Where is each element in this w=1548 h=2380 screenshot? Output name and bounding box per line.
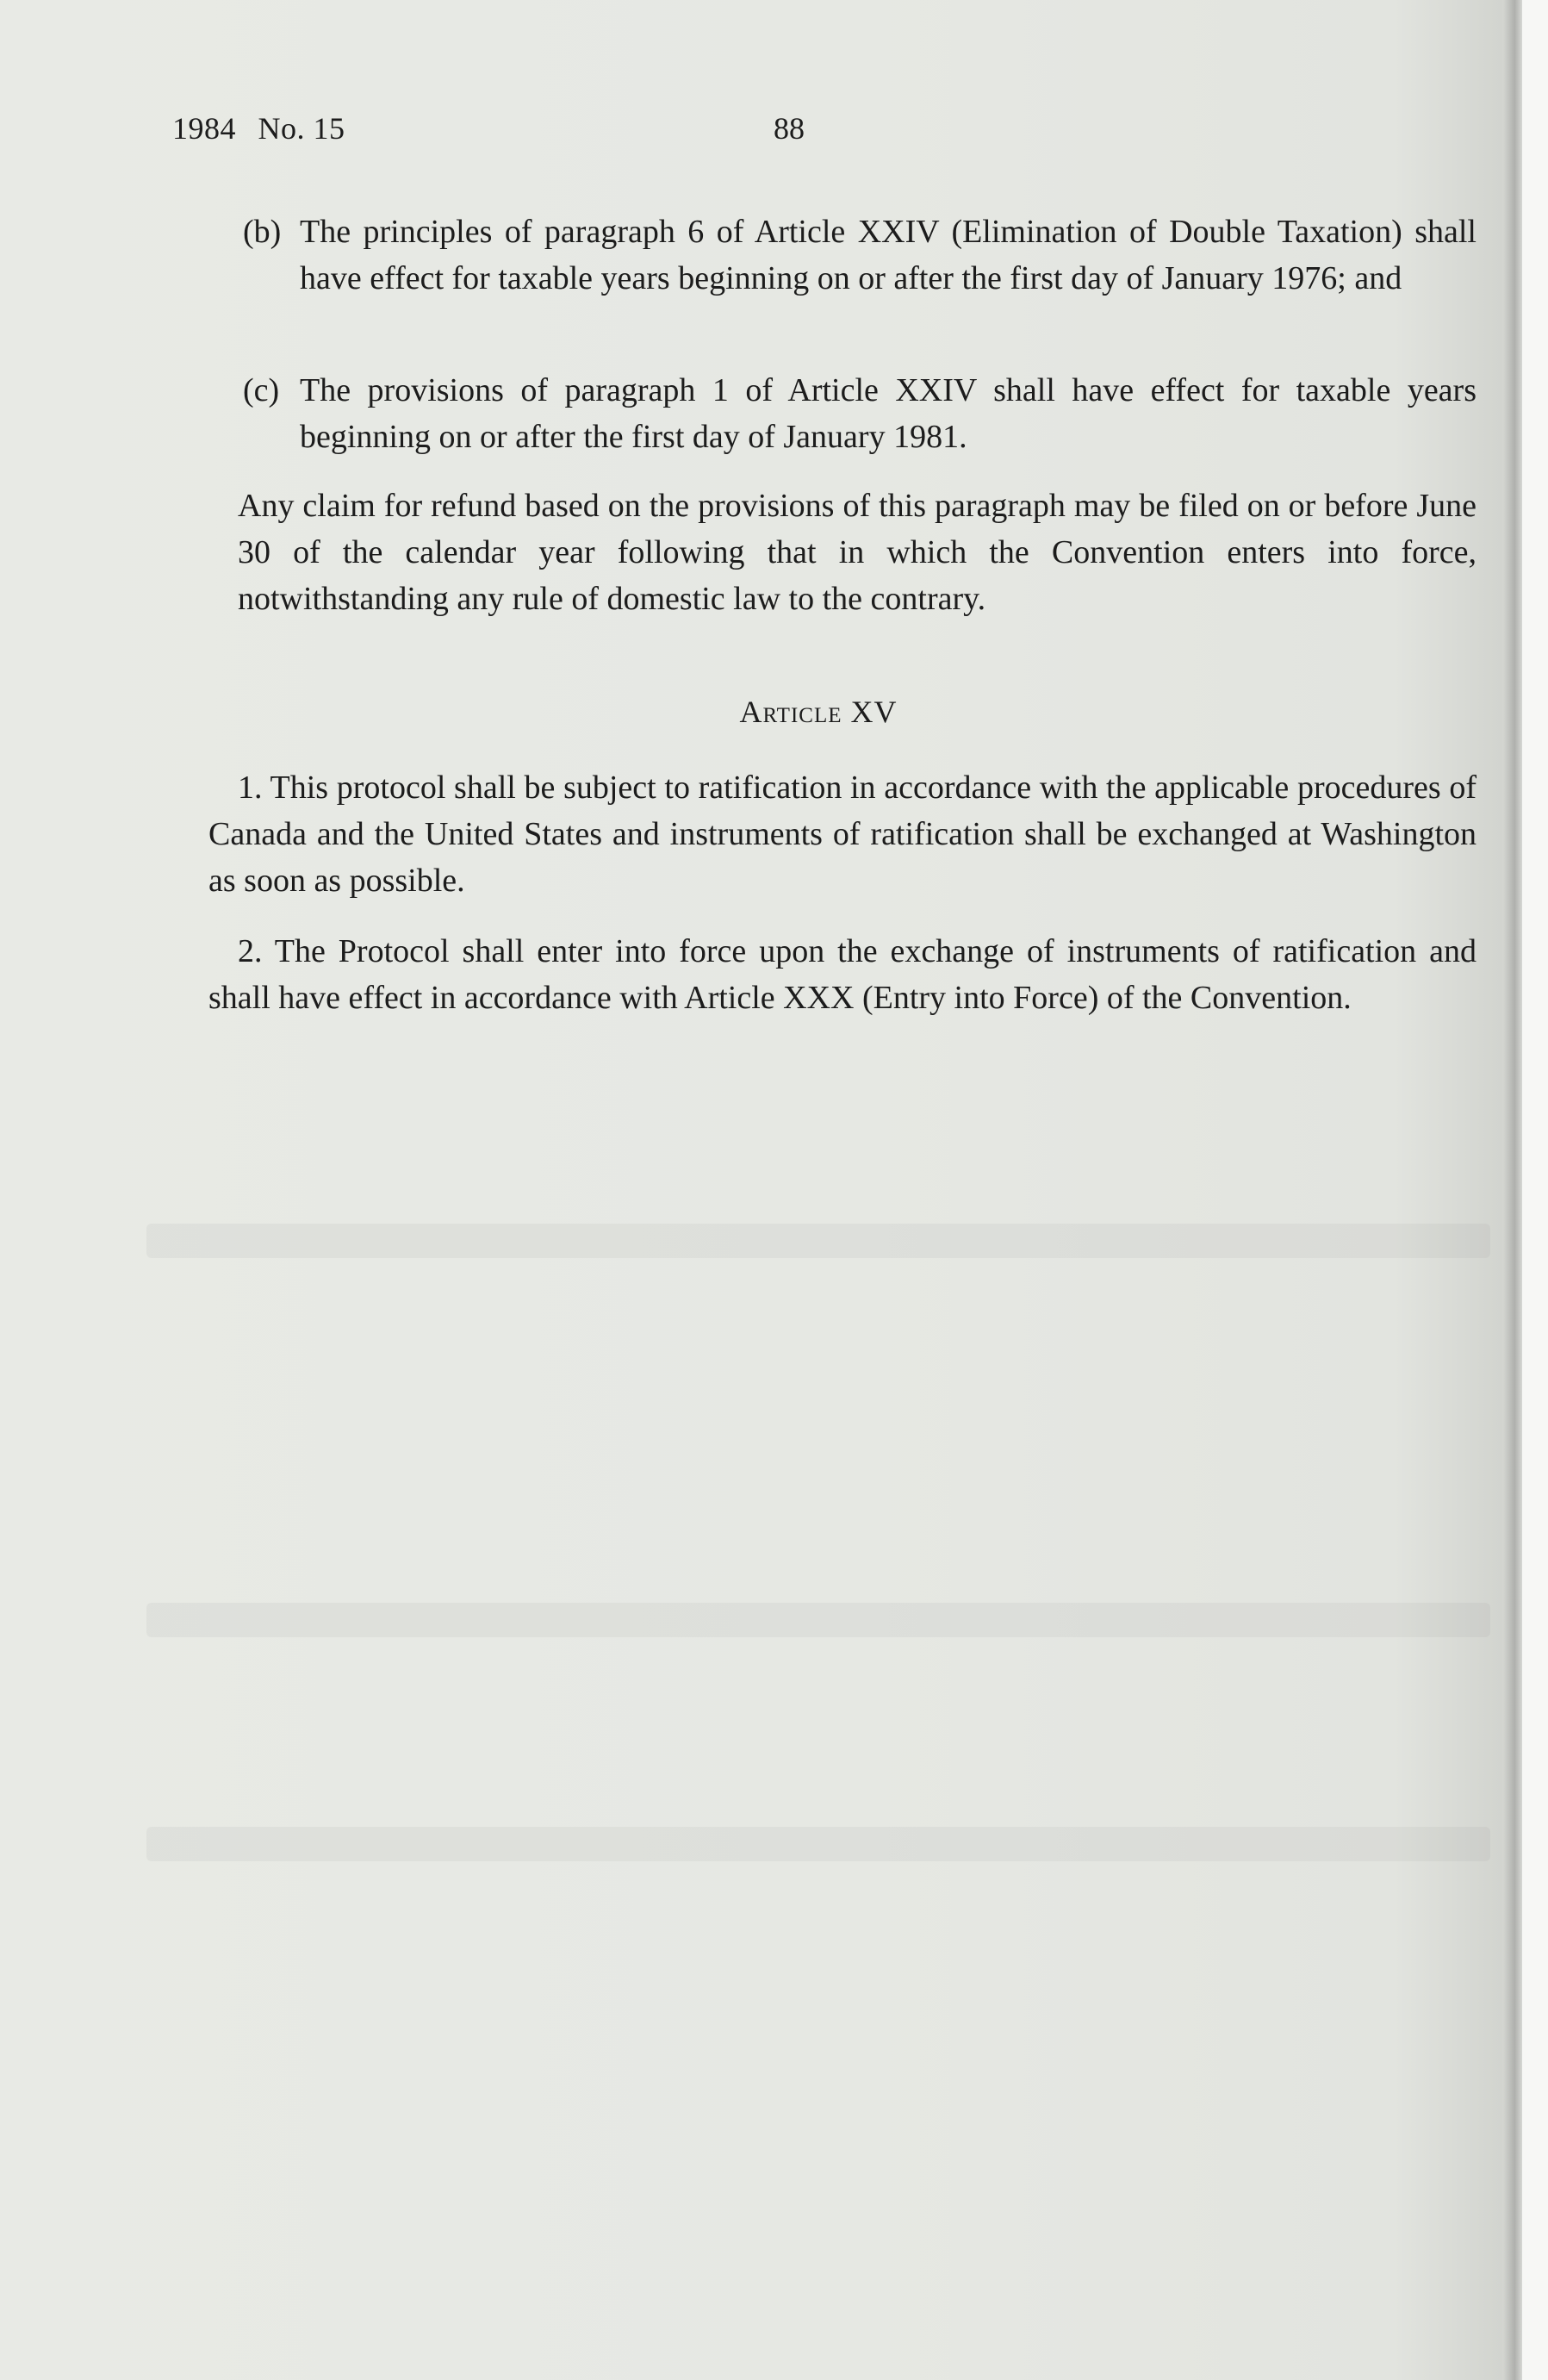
- clause-marker: (c): [243, 372, 280, 408]
- page-edge: [1522, 0, 1548, 2380]
- show-through-band: [146, 1827, 1490, 1861]
- clause-text: The provisions of paragraph 1 of Article XXIV shall have effect for taxable years beginning on or after the first day of January 1981.: [300, 372, 1477, 455]
- article-heading: Article XV: [739, 695, 898, 729]
- article-paragraph-1: 1. This protocol shall be subject to ratification in accordance with the applicable procedures of Canada and the United States and instruments of ratification shall be exchanged at Washington as soon as possible.: [208, 769, 1477, 899]
- clause-c: [243, 367, 1477, 460]
- page-number: 88: [774, 111, 805, 146]
- page-header: [172, 110, 345, 146]
- header-number: No. 15: [258, 111, 345, 146]
- binding-shadow: [1503, 0, 1522, 2380]
- clause-text: The principles of paragraph 6 of Article XXIV (Elimination of Double Taxation) shall have effect for taxable years beginning on or after the first day of January 1976; and: [300, 214, 1477, 296]
- show-through-band: [146, 1603, 1490, 1637]
- article-paragraph-2: 2. The Protocol shall enter into force upon the exchange of instruments of ratification and shall have effect in accordance with Article XXX (Entry into Force) of the Convention.: [208, 933, 1477, 1016]
- clause-b: [243, 209, 1477, 302]
- header-year: 1984: [172, 111, 236, 146]
- refund-paragraph: Any claim for refund based on the provisions of this paragraph may be filed on or before June 30 of the calendar year following that in which the Convention enters into force, notwithstanding any rule of domestic law to the contrary.: [238, 488, 1477, 617]
- show-through-band: [146, 1224, 1490, 1258]
- clause-marker: (b): [243, 214, 282, 250]
